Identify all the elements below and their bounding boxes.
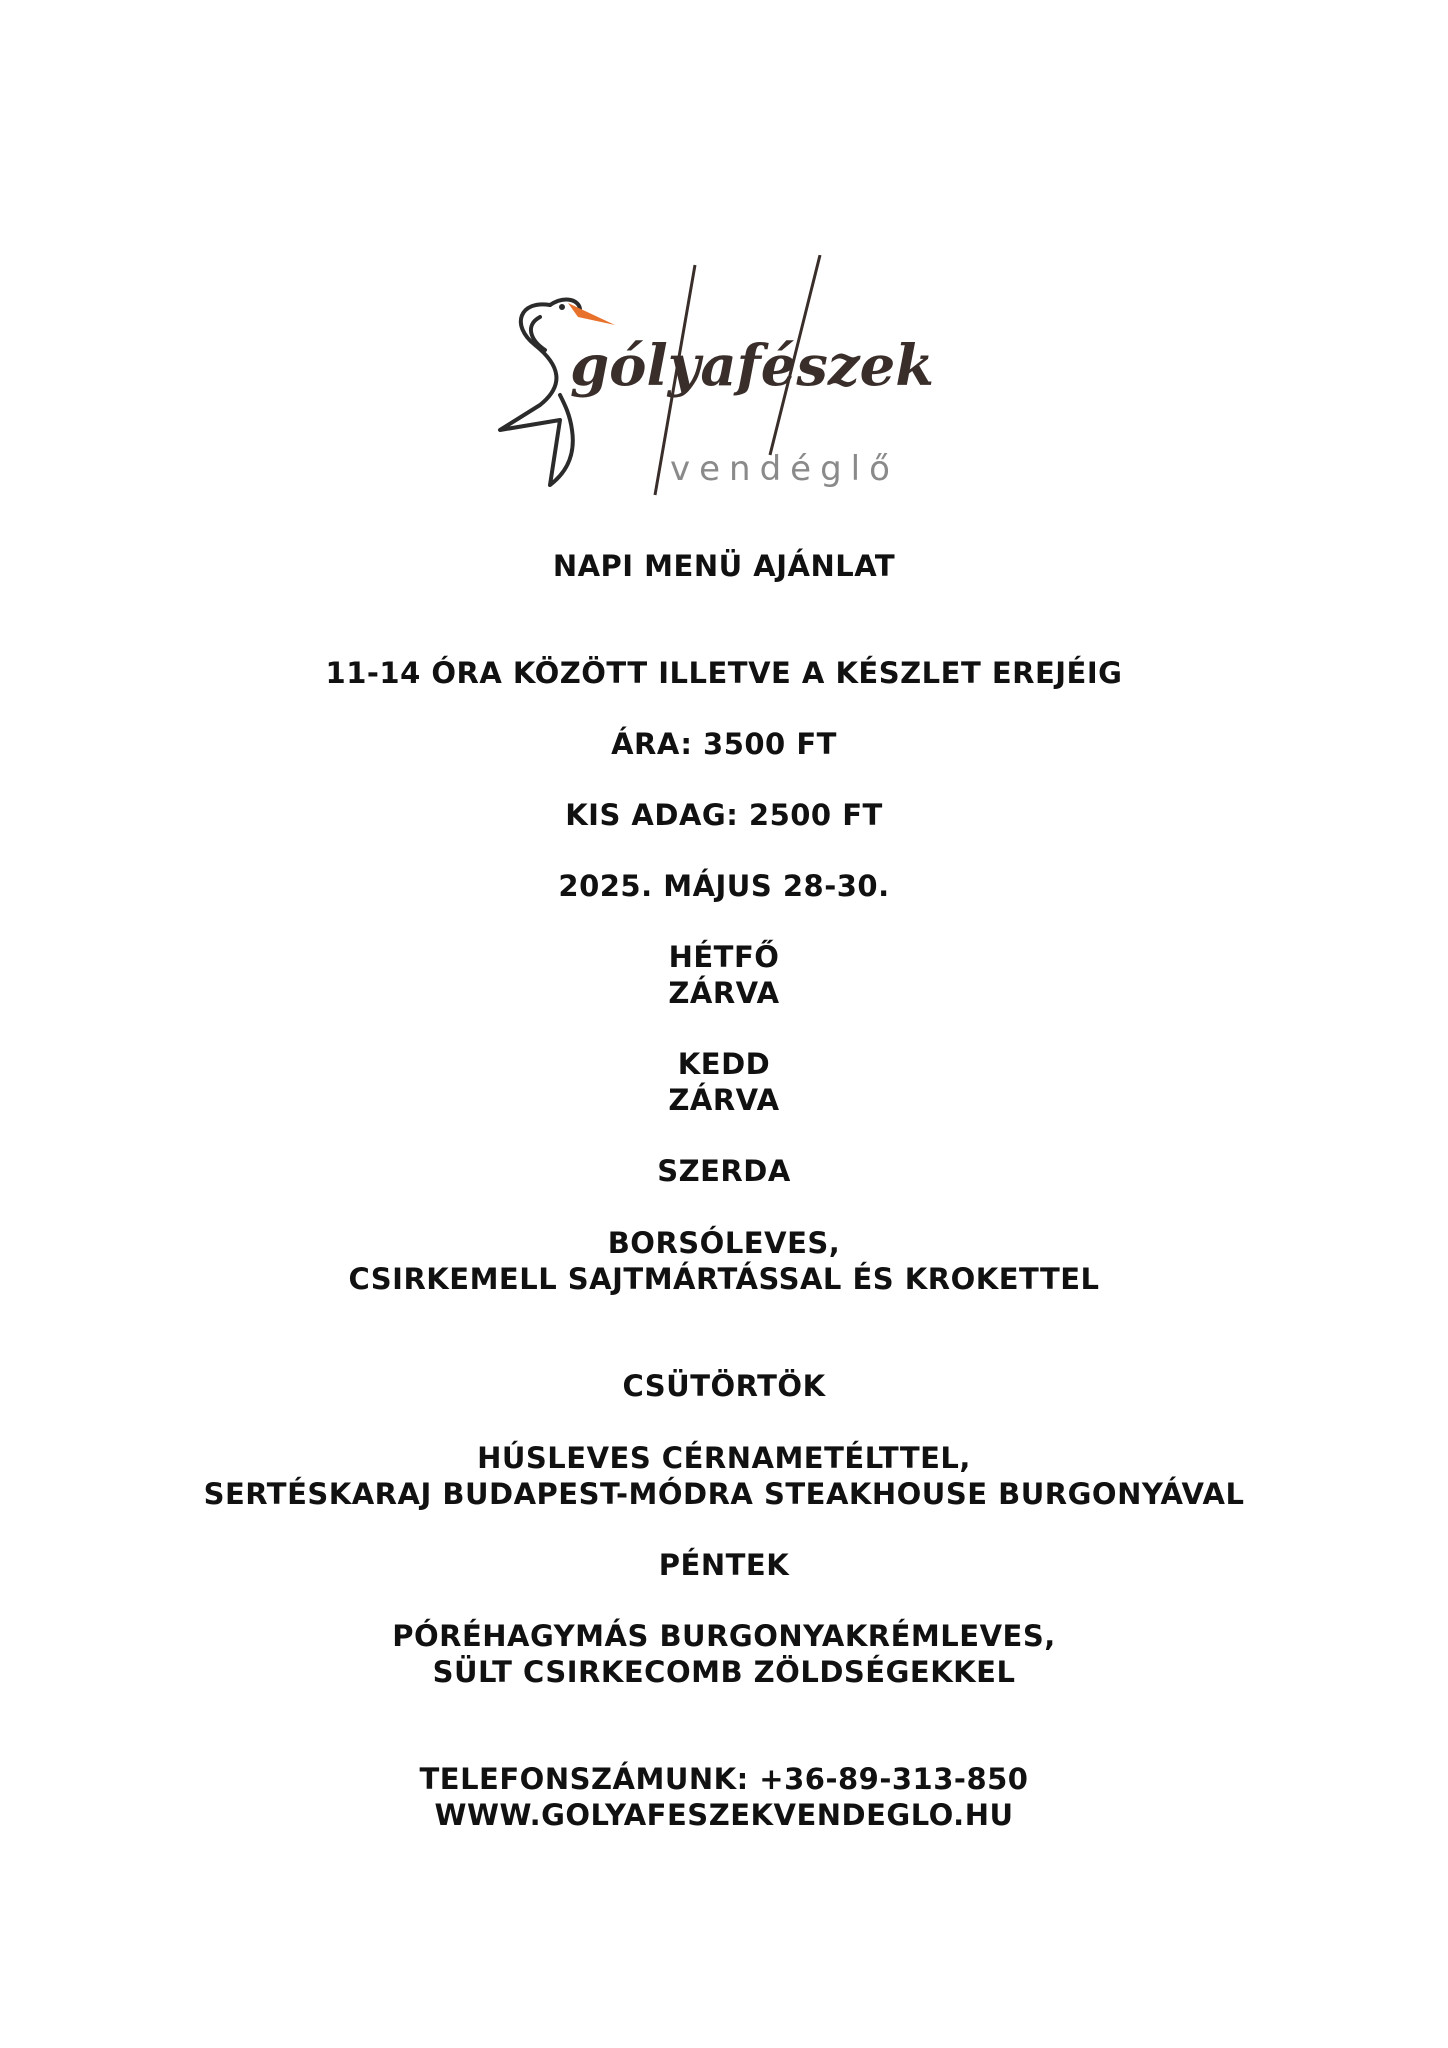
- day-heading-monday: HÉTFŐ: [668, 940, 780, 974]
- menu-price: ÁRA: 3500 FT: [611, 727, 837, 761]
- day-dish-thursday-soup: HÚSLEVES CÉRNAMETÉLTTEL,: [477, 1441, 971, 1475]
- day-dish-wednesday-soup: BORSÓLEVES,: [607, 1226, 841, 1260]
- contact-website: WWW.GOLYAFESZEKVENDEGLO.HU: [434, 1798, 1014, 1832]
- day-dish-friday-soup: PÓRÉHAGYMÁS BURGONYAKRÉMLEVES,: [392, 1619, 1056, 1653]
- day-heading-tuesday: KEDD: [677, 1047, 771, 1081]
- day-heading-wednesday: SZERDA: [657, 1154, 791, 1188]
- day-heading-thursday: CSÜTÖRTÖK: [622, 1369, 826, 1403]
- contact-phone: TELEFONSZÁMUNK: +36-89-313-850: [419, 1762, 1029, 1796]
- day-dish-thursday-main: SERTÉSKARAJ BUDAPEST-MÓDRA STEAKHOUSE BURGONYÁVAL: [203, 1477, 1245, 1511]
- logo-brand-sub: vendéglő: [670, 449, 899, 489]
- menu-title: NAPI MENÜ AJÁNLAT: [552, 549, 896, 583]
- menu-hours: 11-14 ÓRA KÖZÖTT ILLETVE A KÉSZLET EREJÉIG: [325, 656, 1123, 690]
- day-dish-friday-main: SÜLT CSIRKECOMB ZÖLDSÉGEKKEL: [432, 1655, 1016, 1689]
- stork-beak-icon: [568, 303, 615, 325]
- day-dish-monday: ZÁRVA: [668, 976, 780, 1010]
- day-heading-friday: PÉNTEK: [658, 1548, 790, 1582]
- day-dish-wednesday-main: CSIRKEMELL SAJTMÁRTÁSSAL ÉS KROKETTEL: [348, 1262, 1100, 1296]
- logo-brand-script: gólyafészek: [570, 333, 935, 399]
- menu-small-price: KIS ADAG: 2500 FT: [565, 798, 883, 832]
- restaurant-logo: [480, 255, 1000, 505]
- day-dish-tuesday: ZÁRVA: [668, 1083, 780, 1117]
- stork-icon: [500, 300, 580, 485]
- menu-date: 2025. MÁJUS 28-30.: [558, 869, 890, 903]
